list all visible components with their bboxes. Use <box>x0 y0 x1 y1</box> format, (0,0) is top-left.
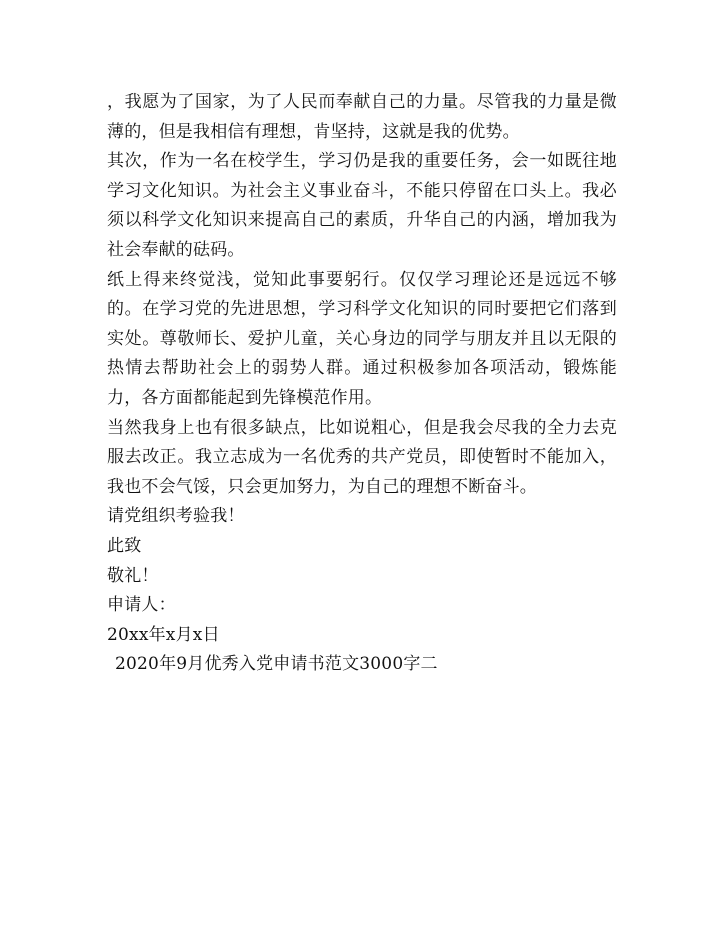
applicant-label: 申请人： <box>107 595 176 616</box>
document-body <box>107 88 617 680</box>
salutation-line-2: 敬礼！ <box>107 565 159 586</box>
next-article-title: 2020年9月优秀入党申请书范文3000字二 <box>115 654 438 675</box>
closing-line: 请党组织考验我！ <box>107 506 245 527</box>
paragraph-3: 纸上得来终觉浅，觉知此事要躬行。仅仅学习理论还是远远不够的。在学习党的先进思想，学习科学文化知识的同时要把它们落到实处。尊敬师长、爱护儿童，关心身边的同学与朋友并且以无限的热情去帮助社会上的弱势人群。通过积极参加各项活动，锻炼能力，各方面都能起到先锋模范作用。 <box>107 269 617 408</box>
salutation-line-1: 此致 <box>107 535 142 556</box>
paragraph-4: 当然我身上也有很多缺点，比如说粗心，但是我会尽我的全力去克服去改正。我立志成为一名优秀的共产党员，即使暂时不能加入，我也不会气馁，只会更加努力，为自己的理想不断奋斗。 <box>107 417 617 497</box>
paragraph-1: ，我愿为了国家，为了人民而奉献自己的力量。尽管我的力量是微薄的，但是我相信有理想，肯坚持，这就是我的优势。 <box>107 92 617 142</box>
date-line: 20xx年x月x日 <box>107 624 220 645</box>
paragraph-2: 其次，作为一名在校学生，学习仍是我的重要任务，会一如既往地学习文化知识。为社会主义事业奋斗，不能只停留在口头上。我必须以科学文化知识来提高自己的素质，升华自己的内涵，增加我为社会奉献的砝码。 <box>107 151 617 260</box>
